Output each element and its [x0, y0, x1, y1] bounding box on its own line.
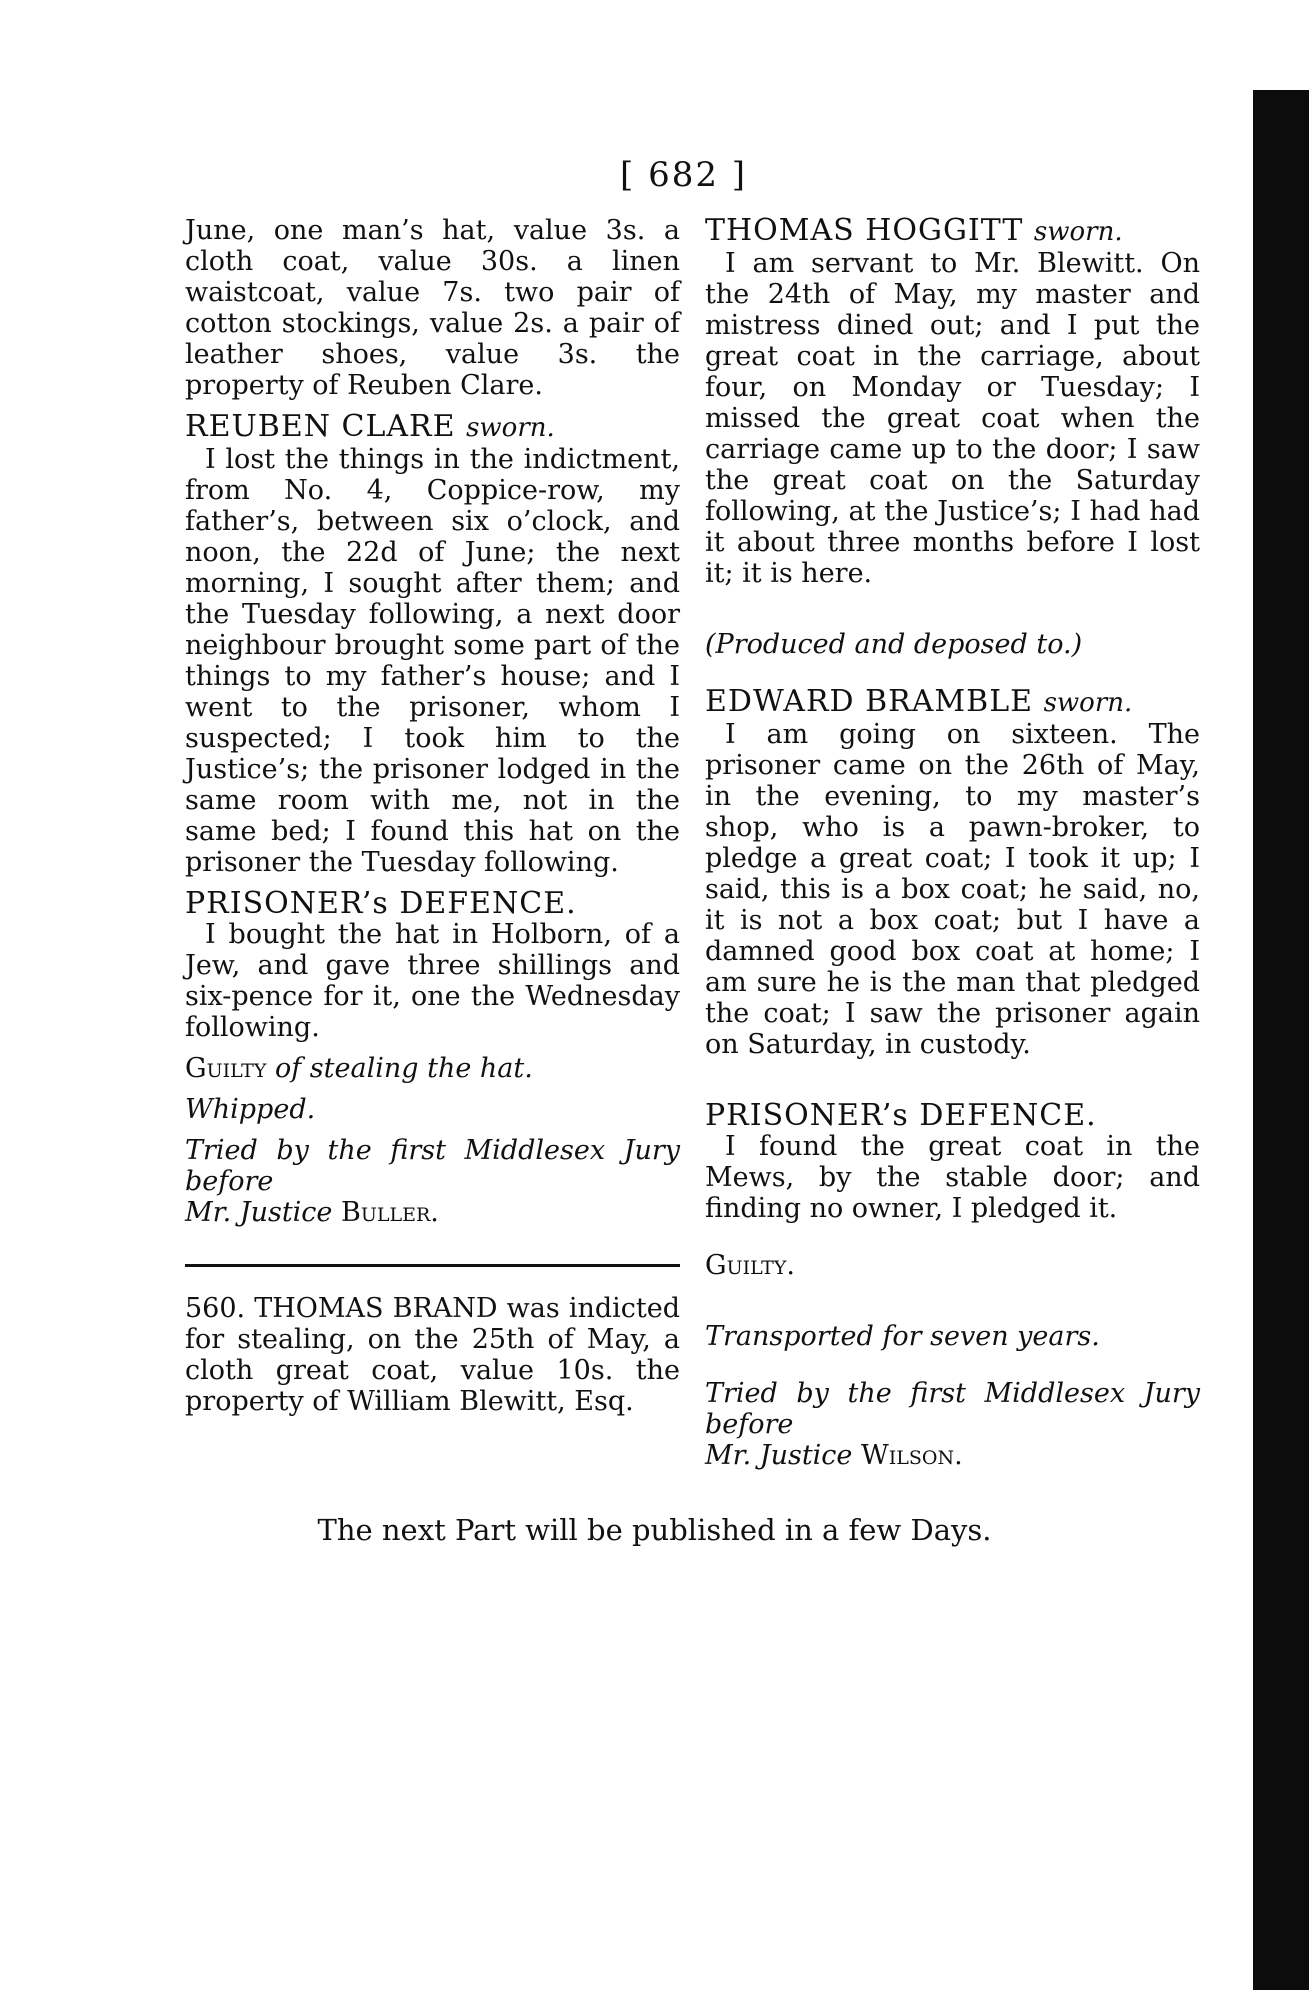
- witness-heading-thomas-hoggitt: [705, 215, 1200, 248]
- verdict-word: Guilty: [185, 1053, 267, 1084]
- footer-note: The next Part will be published in a few Days.: [317, 1513, 992, 1547]
- indictment-continuation: June, one man’s hat, value 3s. a cloth coat, value 30s. a linen waistcoat, value 7s. two pair of cotton stockings, value 2s. a pair of leather shoes, value 3s. the property of Reuben Clare.: [185, 215, 680, 401]
- witness-heading-reuben-clare: [185, 411, 680, 444]
- defence-heading: PRISONER’s DEFENCE.: [705, 1098, 1097, 1133]
- produced-note: (Produced and deposed to.): [705, 629, 1083, 660]
- page-number: [ 682 ]: [620, 155, 748, 195]
- witness-name: REUBEN CLARE: [185, 409, 456, 444]
- sentence: Transported for seven years.: [705, 1321, 1100, 1352]
- sworn-label: sworn.: [1043, 688, 1133, 718]
- judge-title: Mr. Justice: [185, 1197, 333, 1228]
- defence-text: I found the great coat in the Mews, by the stable door; and finding no owner, I pledged it.: [705, 1131, 1200, 1224]
- witness-testimony: I lost the things in the indictment, from No. 4, Coppice-row, my father’s, between six o’clock, and noon, the 22d of June; the next morning, I sought after them; and the Tuesday following, a next door neighbour brought some part of the things to my father’s house; and I went to the prisoner, whom I suspected; I took him to the Justice’s; the prisoner lodged in the same room with me, not in the same bed; I found this hat on the prisoner the Tuesday following.: [185, 444, 680, 878]
- witness-name: EDWARD BRAMBLE: [705, 684, 1034, 719]
- scan-edge-bar: [1253, 90, 1309, 1990]
- right-column: [705, 215, 1200, 1471]
- judge-line: [705, 1440, 1200, 1471]
- new-case-paragraph: [185, 1293, 680, 1417]
- sworn-label: sworn.: [466, 413, 555, 443]
- case-text: THOMAS BRAND was indicted for stealing, on the 25th of May, a cloth great coat, value 10s. the property of William Blewitt, Esq.: [185, 1293, 680, 1417]
- witness-testimony: I am going on sixteen. The prisoner came on the 26th of May, in the evening, to my master’s shop, who is a pawn-broker, to pledge a great coat; I took it up; I said, this is a box coat; he said, no, it is not a box coat; but I have a damned good box coat at home; I am sure he is the man that pledged the coat; I saw the prisoner again on Saturday, in custody.: [705, 719, 1200, 1060]
- verdict-line: [185, 1053, 680, 1084]
- judge-title: Mr. Justice: [705, 1440, 853, 1471]
- judge-line: [185, 1197, 680, 1228]
- sentence: Whipped.: [185, 1094, 316, 1125]
- case-number: 560.: [185, 1293, 246, 1324]
- tried-by-line: Tried by the first Middlesex Jury before: [185, 1135, 680, 1197]
- witness-heading-edward-bramble: [705, 686, 1200, 719]
- judge-name: Wilson.: [861, 1440, 963, 1471]
- verdict: Guilty.: [705, 1250, 795, 1281]
- verdict-detail: of stealing the hat.: [274, 1053, 533, 1084]
- witness-testimony: I am servant to Mr. Blewitt. On the 24th of May, my master and mistress dined out; and I put the great coat in the carriage, about four, on Monday or Tuesday; I missed the great coat when the carriage came up to the door; I saw the great coat on the Saturday following, at the Justice’s; I had had it about three months before I lost it; it is here.: [705, 248, 1200, 589]
- left-column: [185, 215, 680, 1417]
- defence-text: I bought the hat in Holborn, of a Jew, and gave three shillings and six-pence for it, one the Wednesday following.: [185, 919, 680, 1043]
- judge-name: Buller.: [341, 1197, 439, 1228]
- defence-heading: PRISONER’s DEFENCE.: [185, 886, 577, 921]
- section-divider: [185, 1264, 680, 1267]
- witness-name: THOMAS HOGGITT: [705, 213, 1024, 248]
- sworn-label: sworn.: [1033, 217, 1123, 247]
- tried-by-line: Tried by the first Middlesex Jury before: [705, 1378, 1200, 1440]
